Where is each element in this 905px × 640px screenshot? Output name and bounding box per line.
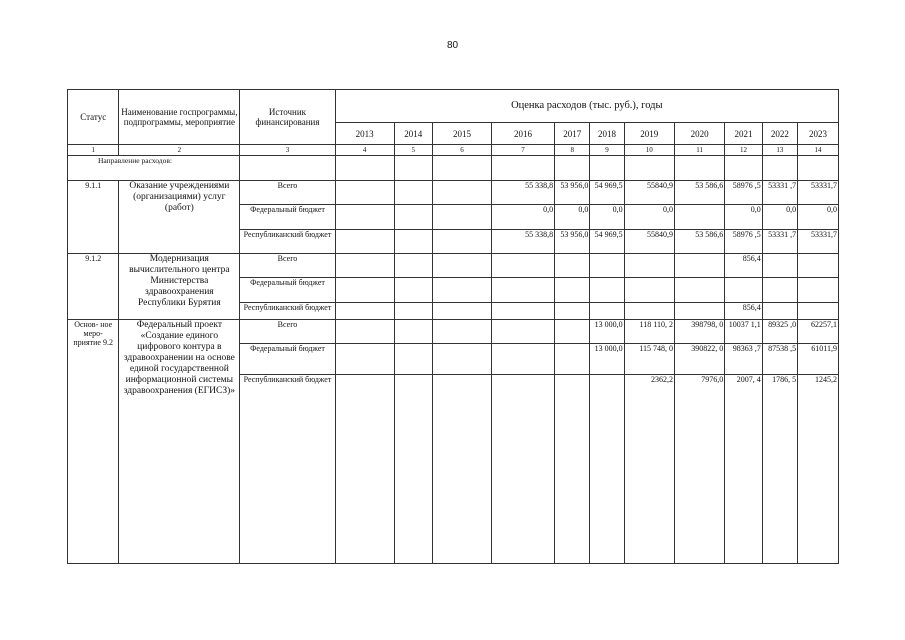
name-header: Наименование госпрограммы, подпрограммы, мероприятие: [119, 90, 240, 145]
year-header: 2021: [725, 123, 762, 144]
expense-value: 13 000,0: [590, 344, 624, 374]
expense-value: [798, 254, 839, 278]
expense-value: 53331 ,7: [762, 181, 797, 205]
item-code: 9.1.2: [68, 254, 119, 320]
expense-value: [491, 254, 554, 278]
year-header: 2015: [433, 123, 492, 144]
funding-source: Федеральный бюджет: [240, 205, 335, 229]
expense-value: 55 338,8: [491, 229, 554, 253]
expense-value: [335, 205, 394, 229]
expense-value: 58976 ,5: [725, 181, 762, 205]
expense-value: [433, 302, 492, 319]
table-row: [68, 254, 839, 278]
year-header: 2013: [335, 123, 394, 144]
expense-value: [674, 302, 724, 319]
expense-value: 89325 ,0: [762, 319, 797, 343]
expense-value: [394, 344, 433, 374]
column-number: 9: [590, 144, 624, 155]
table-body: [68, 90, 839, 564]
expense-value: 53331 ,7: [762, 229, 797, 253]
column-number: 3: [240, 144, 335, 155]
expense-value: 856,4: [725, 254, 762, 278]
expense-value: [555, 344, 590, 374]
expense-value: 0,0: [725, 205, 762, 229]
item-name: Модернизация вычислительного центра Министерства здравоохранения Республики Бурятия: [119, 254, 240, 320]
expense-value: 10037 1,1: [725, 319, 762, 343]
year-header: 2020: [674, 123, 724, 144]
expense-value: [762, 254, 797, 278]
column-number: 2: [119, 144, 240, 155]
funding-source: Всего: [240, 319, 335, 343]
expense-value: 856,4: [725, 302, 762, 319]
expense-value: 118 110, 2: [624, 319, 674, 343]
budget-table: [67, 89, 839, 564]
expense-value: 2007, 4: [725, 374, 762, 564]
expense-value: [335, 344, 394, 374]
expense-value: [762, 278, 797, 302]
expense-value: [433, 181, 492, 205]
expense-value: [555, 374, 590, 564]
expense-value: [433, 374, 492, 564]
expense-value: [798, 302, 839, 319]
expense-value: [590, 302, 624, 319]
column-number: 14: [798, 144, 839, 155]
funding-source: Всего: [240, 254, 335, 278]
expense-value: 398798, 0: [674, 319, 724, 343]
expense-value: [624, 302, 674, 319]
expense-value: [394, 229, 433, 253]
expense-value: [335, 229, 394, 253]
funding-source: Республиканский бюджет: [240, 302, 335, 319]
expense-value: 0,0: [798, 205, 839, 229]
expense-value: [674, 205, 724, 229]
direction-label: Направление расходов:: [68, 155, 240, 180]
column-number: 5: [394, 144, 433, 155]
expense-value: 61011,9: [798, 344, 839, 374]
expense-value: [433, 254, 492, 278]
expense-value: 62257,1: [798, 319, 839, 343]
year-header: 2019: [624, 123, 674, 144]
expense-value: [433, 278, 492, 302]
expense-value: [624, 278, 674, 302]
funding-source: Федеральный бюджет: [240, 278, 335, 302]
year-header: 2014: [394, 123, 433, 144]
expense-value: 13 000,0: [590, 319, 624, 343]
expense-value: 53331,7: [798, 181, 839, 205]
column-number: 12: [725, 144, 762, 155]
expense-value: [590, 254, 624, 278]
expense-value: [335, 319, 394, 343]
expense-value: 98363 ,7: [725, 344, 762, 374]
expense-value: [674, 254, 724, 278]
expense-value: [433, 229, 492, 253]
expense-value: [433, 205, 492, 229]
status-header: Статус: [68, 90, 119, 145]
expense-value: 53 586,6: [674, 181, 724, 205]
year-header: 2022: [762, 123, 797, 144]
year-header: 2023: [798, 123, 839, 144]
column-number: 13: [762, 144, 797, 155]
expense-value: [798, 278, 839, 302]
table-row: [68, 319, 839, 343]
estimate-header: Оценка расходов (тыс. руб.), годы: [335, 90, 838, 123]
funding-source: Всего: [240, 181, 335, 205]
expense-value: 1786, 5: [762, 374, 797, 564]
expense-value: [335, 374, 394, 564]
expense-value: [674, 278, 724, 302]
expense-value: [335, 254, 394, 278]
expense-value: [335, 302, 394, 319]
year-header: 2018: [590, 123, 624, 144]
expense-value: [624, 254, 674, 278]
column-number: 1: [68, 144, 119, 155]
item-code: 9.1.1: [68, 181, 119, 254]
expense-value: 2362,2: [624, 374, 674, 564]
column-number: 11: [674, 144, 724, 155]
expense-value: [555, 302, 590, 319]
expense-value: 55 338,8: [491, 181, 554, 205]
item-code: Основ- ное меро- приятие 9.2: [68, 319, 119, 563]
expense-value: 7976,0: [674, 374, 724, 564]
expense-value: [555, 278, 590, 302]
column-number: 4: [335, 144, 394, 155]
expense-value: [762, 302, 797, 319]
expense-value: [491, 344, 554, 374]
expense-value: [433, 344, 492, 374]
item-name: Федеральный проект «Создание единого цифрового контура в здравоохранении на основе единой государственной информационной системы здравоохранения (ЕГИСЗ)»: [119, 319, 240, 563]
page-number: 80: [446, 40, 459, 51]
expense-value: [491, 302, 554, 319]
year-header: 2017: [555, 123, 590, 144]
expense-value: [335, 181, 394, 205]
funding-source: Республиканский бюджет: [240, 229, 335, 253]
expense-value: [394, 319, 433, 343]
year-header: 2016: [491, 123, 554, 144]
expense-value: [394, 181, 433, 205]
column-number: 6: [433, 144, 492, 155]
expense-value: [491, 319, 554, 343]
expense-value: 390822, 0: [674, 344, 724, 374]
expense-value: [394, 374, 433, 564]
expense-value: 0,0: [624, 205, 674, 229]
expense-value: [725, 278, 762, 302]
expense-value: 1245,2: [798, 374, 839, 564]
expense-value: [555, 319, 590, 343]
expense-value: [394, 254, 433, 278]
expense-value: 55840,9: [624, 181, 674, 205]
column-number: 7: [491, 144, 554, 155]
expense-value: [394, 205, 433, 229]
expense-value: 53331,7: [798, 229, 839, 253]
expense-value: [394, 302, 433, 319]
column-number: 8: [555, 144, 590, 155]
expense-value: 55840,9: [624, 229, 674, 253]
funding-source: Федеральный бюджет: [240, 344, 335, 374]
expense-value: 53 956,0: [555, 229, 590, 253]
expense-value: [491, 374, 554, 564]
item-name: Оказание учреждениями (организациями) услуг (работ): [119, 181, 240, 254]
expense-value: 0,0: [491, 205, 554, 229]
expense-value: 53 586,6: [674, 229, 724, 253]
expense-value: 0,0: [762, 205, 797, 229]
expense-value: 0,0: [590, 205, 624, 229]
expense-value: 87538 ,5: [762, 344, 797, 374]
expense-value: [590, 278, 624, 302]
expense-value: [394, 278, 433, 302]
table-row: [68, 181, 839, 205]
expense-value: 53 956,0: [555, 181, 590, 205]
expense-value: [433, 319, 492, 343]
expense-value: [335, 278, 394, 302]
expense-value: 115 748, 0: [624, 344, 674, 374]
column-number: 10: [624, 144, 674, 155]
expense-value: [491, 278, 554, 302]
expense-value: 0,0: [555, 205, 590, 229]
expense-value: 54 969,5: [590, 229, 624, 253]
expense-value: 54 969,5: [590, 181, 624, 205]
expense-value: [555, 254, 590, 278]
expense-value: [590, 374, 624, 564]
funding-source: Республиканский бюджет: [240, 374, 335, 564]
expense-value: 58976 ,5: [725, 229, 762, 253]
source-header: Источник финансирования: [240, 90, 335, 145]
